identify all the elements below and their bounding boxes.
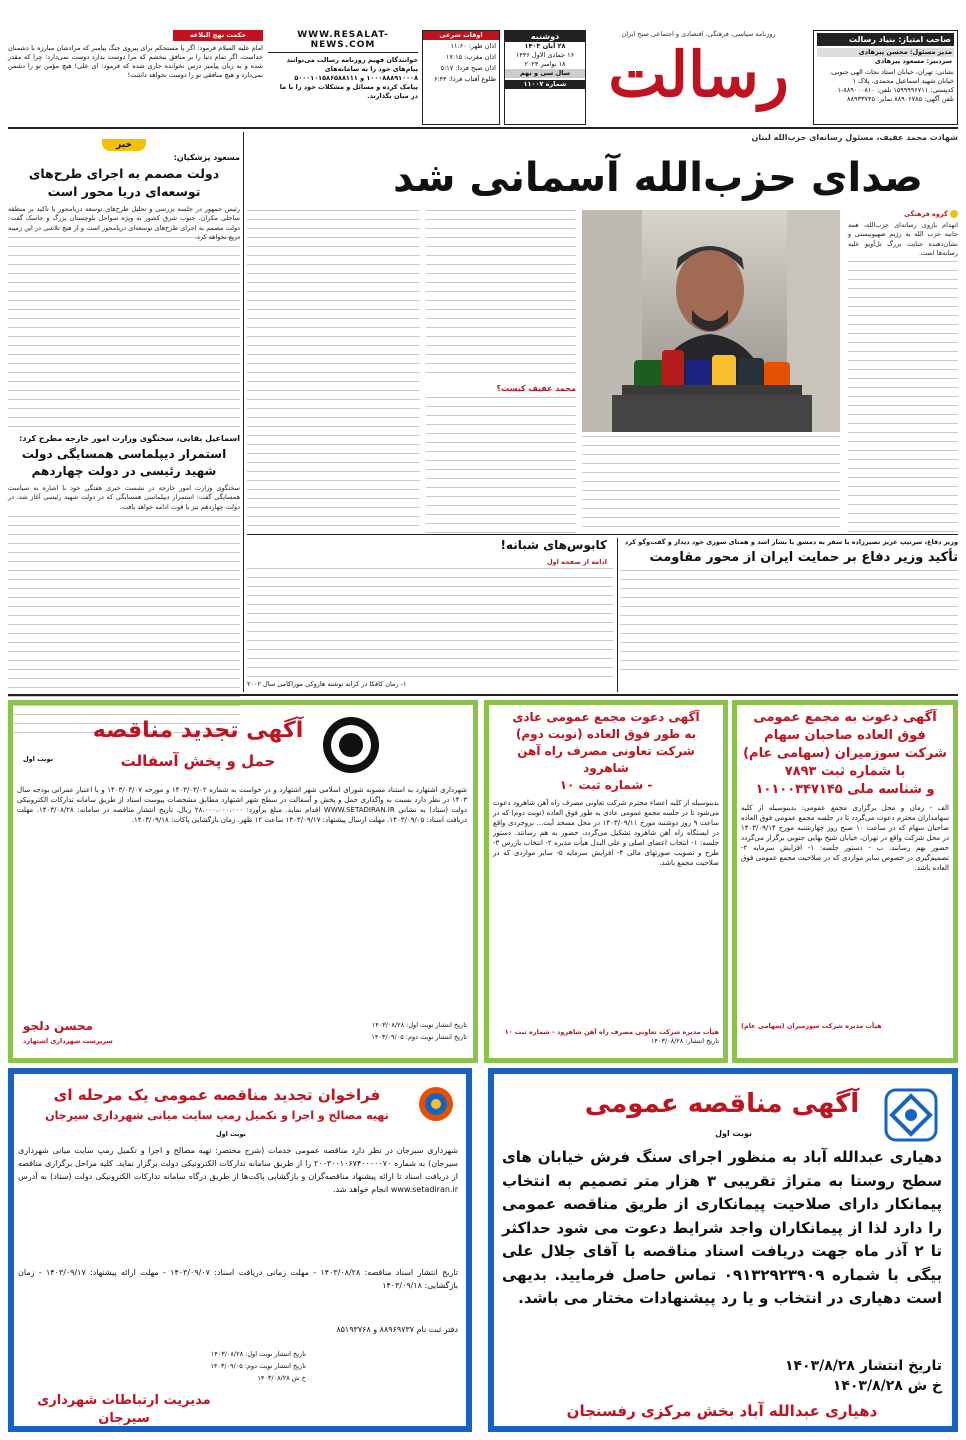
ad2-title-1: آگهی دعوت مجمع عمومی عادی xyxy=(512,710,700,724)
logo-text: رسالت xyxy=(608,38,789,111)
main-subheading: محمد عفیف کیست؟ xyxy=(496,384,576,393)
ad5-phones: دفتر ثبت نام ۸۸۹۶۹۷۳۷ و ۸۵۱۹۳۷۶۸ xyxy=(336,1325,458,1334)
khabar-headline: دولت مصمم به اجرای طرح‌های توسعه‌ای دریا محور است xyxy=(28,166,220,199)
khabar-label: خبر xyxy=(102,139,146,151)
ad4-date: تاریخ انتشار ۱۴۰۳/۸/۲۸ xyxy=(784,1358,942,1374)
section-icon xyxy=(950,210,958,218)
editor: سردبیر: مسعود پیرهادی xyxy=(874,57,952,65)
kabus-continued: ادامه از صفحه اول xyxy=(546,558,607,566)
ad5-logo xyxy=(418,1086,454,1122)
main-story xyxy=(247,132,958,532)
main-kicker: شهادت محمد عفیف، مسئول رسانه‌ای حزب‌الله لبنان xyxy=(751,133,958,142)
ad3-signer-name: محسن دلجو xyxy=(23,1019,94,1033)
main-left-column xyxy=(247,210,420,530)
ad2-date: تاریخ انتشار: ۱۴۰۳/۰۸/۲۸ xyxy=(650,1037,719,1045)
weekday: دوشنبه xyxy=(505,31,585,42)
main-headline: صدای حزب‌الله آسمانی شد xyxy=(393,155,923,201)
ad3-date-2: تاریخ انتشار نوبت دوم: ۱۴۰۳/۰۹/۰۵ xyxy=(371,1033,467,1041)
ad4-round: نوبت اول xyxy=(715,1129,752,1138)
section-label: گروه فرهنگی xyxy=(903,210,948,218)
ad1-signature: هیأت مدیره شرکت سوزمیران (سهامی عام) xyxy=(741,1022,882,1030)
khabar-body-2: سخنگوی وزارت امور خارجه در نشست خبری هفتگی خود با اشاره به سیاست همسایگی گفت: استمرار دیپلماسی همسایگی که در دولت شهید رئیسی آغاز شد، در دولت چهاردهم نیز با قوت ادامه خواهد یافت. xyxy=(8,484,240,511)
ad2-title-2: به طور فوق العاده (نوبت دوم) xyxy=(515,727,697,741)
ad2-title-4: - شماره ثبت ۱۰ xyxy=(559,778,653,792)
ad5-body: شهرداری سیرجان در نظر دارد مناقصه عمومی خدمات (شرح مختصر: تهیه مصالح و اجرا و تکمیل رمپ سایت میانی شهرداری سیرجان) به شماره ۲۰۰۳۰۰۱۰۶۷۴۰۰۰۰۰۷۰ را از طریق سامانه تدارکات الکترونیکی دولت برگزار نماید. کلیه مراحل برگزاری مناقصه از دریافت اسناد تا ارائه پیشنهاد مناقصه‌گران و بازگشایی پاکت‌ها از طریق درگاه سامانه تدارکات الکترونیکی دولت (ستاد) به آدرس www.setadiran.ir انجام خواهد شد. xyxy=(18,1146,459,1194)
ad3-body: شهرداری اشتهارد به استناد مصوبه شورای اسلامی شهر اشتهارد و در خواست به شماره ۱۴۰۳/۰۳/۰۲ و مورخه ۱۴۰۳/۰۳/۰۷ و با اعتبار عمرانی بودجه سال ۱۴۰۳ در نظر دارد نسبت به واگذاری حمل و پخش و آسفالت در سطح شهر اشتهارد مطابق مشخصات پیوست اسناد از طریق سامانه تدارکات الکترونیکی دولت (ستاد) به نشانی WWW.SETADIRAN.IR اقدام نماید. مبلغ برآورد: ۲۸،۰۰۰،۰۰۰،۰۰۰ ریال. تاریخ انتشار مناقصه در سامانه: ۱۴۰۳/۰۸/۲۸. مهلت دریافت اسناد: ۱۴۰۳/۰۹/۰۵. مهلت ارسال پیشنهاد: ۱۴۰۳/۰۹/۱۷ ساعت ۱۲ ظهر. زمان بازگشایی پاکات: ۱۴۰۳/۰۹/۱۸. xyxy=(17,786,467,824)
director: مدیر مسئول: محسن پیرهادی xyxy=(817,48,954,57)
tagline: روزنامه سیاسی، فرهنگی، اقتصادی و اجتماعی صبح ایران xyxy=(621,30,776,38)
kabus-body-lines xyxy=(247,568,613,678)
ad-sirjan xyxy=(8,1068,472,1432)
ads-phone: تلفن آگهی: ۸۸۹۰۶۷۸۵ نمابر: ۸۸۹۳۳۷۴۵ xyxy=(847,95,954,103)
press-conference-photo xyxy=(582,210,840,432)
ad3-logo xyxy=(321,715,381,775)
sms-line-5: در میان بگذارند. xyxy=(367,92,418,100)
ad4-title: آگهی مناقصه عمومی xyxy=(584,1089,860,1119)
ad5-signature: مدیریت ارتباطات شهرداری سیرجان xyxy=(37,1393,211,1426)
date-fa: ۲۸ آبان ۱۴۰۳ xyxy=(524,42,566,50)
ad1-title-3: شرکت سوزمیران (سهامی عام) xyxy=(743,746,947,761)
ad1-title-1: آگهی دعوت به مجمع عمومی xyxy=(753,710,937,725)
defense-kicker: وزیر دفاع، سرتیپ عزیز نصیرزاده با سفر به دمشق با بشار اسد و همتای سوری خود دیدار و گفت‌وگو کرد xyxy=(624,538,958,546)
license-holder: صاحب امتیاز: بنیاد رسالت xyxy=(817,33,954,46)
year-label: سال سی و نهم xyxy=(505,69,585,78)
sms-line-1: خوانندگان فهیم روزنامه رسالت می‌توانند xyxy=(286,56,418,64)
ad3-signer-title: سرپرست شهرداری اشتهارد xyxy=(23,1037,113,1045)
ad5-date-2: تاریخ انتشار نوبت دوم: ۱۴۰۳/۰۹/۰۵ xyxy=(210,1362,306,1370)
masthead xyxy=(8,30,958,127)
ad-sozmiran xyxy=(732,700,958,1063)
ad-abdollahabad xyxy=(488,1068,958,1432)
ad5-code: خ ش ۱۴۰۳/۰۸/۲۸ xyxy=(257,1374,306,1382)
address: نشانی: تهران، خیابان استاد نجات الهی جنوبی، خیابان شهید اسماعیل محمدی، پلاک ۱ xyxy=(829,68,954,85)
ad5-subtitle: تهیه مصالح و اجرا و تکمیل رمپ سایت میانی شهرداری سیرجان xyxy=(45,1109,389,1122)
sms-line-2: پیام‌های خود را به سامانه‌های xyxy=(324,65,418,73)
nahj-title: حکمت نهج البلاغه xyxy=(173,30,263,41)
khabar-byline-2: اسماعیل بقایی، سخنگوی وزارت امور خارجه مطرح کرد: xyxy=(19,434,240,443)
ad5-date-1: تاریخ انتشار نوبت اول: ۱۴۰۳/۰۸/۲۸ xyxy=(210,1350,306,1358)
main-photo xyxy=(582,210,840,432)
sms-line-4: پیامک کرده و مسائل و مشکلات خود را با ما xyxy=(279,83,418,91)
ad3-date-1: تاریخ انتشار نوبت اول: ۱۴۰۳/۰۸/۲۸ xyxy=(371,1021,467,1029)
ad5-round: نوبت اول xyxy=(215,1130,246,1138)
logo xyxy=(591,30,806,125)
ad4-signature: دهیاری عبدالله آباد بخش مرکزی رفسنجان xyxy=(566,1402,878,1420)
kabus-footnote: ۱- رمان کافکا در کرانه نوشته هاروکی موراکامی سال ۲۰۰۲ xyxy=(247,680,407,688)
publisher-info-box xyxy=(813,30,958,125)
sirjan-logo-icon xyxy=(418,1086,454,1122)
date-hijri: ۱۶ جمادی الاول ۱۴۴۶ xyxy=(515,51,575,59)
ad3-subtitle: حمل و پخش آسفالت xyxy=(120,752,276,770)
nahj-text: امام علیه السلام فرمود: اگر پا مستحکم برای پیروی جنگ پیامبر که مرادشان مبارزه با دشمنان خداست، اگر تمام دنیا را بر منافق ببخشم که مرا دوست بدارد دوست نمی‌دارد؛ چرا که مقدر شده و به زبان پیامبر درس نخوانده جاری شده که فرمود: ای علی! هیچ مؤمن تو را دشمن نمی‌دارد و هیچ منافقی تو را دوست نخواهد داشت! xyxy=(8,44,263,79)
postal-code: کدپستی: ۱۵۹۹۹۹۶۷۱۱ تلفن: ۸۸۹۰۰۰۸۱۰-۱ xyxy=(837,86,954,94)
ad2-signature: هیأت مدیره شرکت تعاونی مصرف راه آهن شاهرود - شماره ثبت ۱۰ xyxy=(504,1028,719,1036)
defense-body-lines xyxy=(620,570,958,678)
municipality-emblem-icon xyxy=(321,715,381,775)
date-box xyxy=(504,30,586,125)
main-middle-column xyxy=(426,210,576,530)
ad4-code: خ ش ۱۴۰۳/۸/۲۸ xyxy=(832,1378,942,1394)
khabar-column xyxy=(8,132,240,692)
main-right-lines xyxy=(848,261,958,533)
ad3-title: آگهی تجدید مناقصه xyxy=(92,718,304,743)
main-left-lines xyxy=(247,210,420,530)
dehyari-logo-icon xyxy=(884,1088,938,1142)
ad1-title-2: فوق العاده صاحبان سهام xyxy=(764,728,926,743)
khabar-body-1-lines xyxy=(8,237,240,427)
prayer-dhuhr: اذان ظهر: ۱۱:۶۰ xyxy=(450,42,496,50)
ad2-title-3: شرکت تعاونی مصرف راه آهن شاهرود xyxy=(517,744,695,775)
kabus-headline: کابوس‌های شبانه! xyxy=(500,538,607,552)
website-sms-box xyxy=(268,30,418,125)
ad4-logo xyxy=(884,1088,938,1142)
website-link[interactable]: WWW.RESALAT-NEWS.COM xyxy=(268,30,418,53)
nahj-box xyxy=(8,30,263,125)
ad1-title-5: و شناسه ملی ۱۰۱۰۰۳۴۷۱۴۵ xyxy=(755,782,935,797)
main-middle-lines-top xyxy=(426,210,576,380)
issue-label: شماره ۱۱۰۰۷ xyxy=(505,80,585,89)
main-lead: انهدام بازوی رسانه‌ای حزب‌الله، همه جانبه حزب الله به رژیم صهیونیستی و نشان‌دهنده جنایت بزرگ تل‌آویو علیه رسانه‌ها است. xyxy=(848,221,958,258)
prayer-title: اوقات شرعی xyxy=(423,31,499,40)
ad5-dates: تاریخ انتشار اسناد مناقصه: ۱۴۰۳/۰۸/۲۸ - مهلت زمانی دریافت اسناد: ۱۴۰۳/۰۹/۰۷ - مهلت ارائه پیشنهاد: ۱۴۰۳/۰۹/۱۷ - زمان بازگشایی: ۱۴۰۳/۰۹/۱۸ xyxy=(18,1268,458,1290)
prayer-maghrib: اذان مغرب: ۱۷:۱۵ xyxy=(445,53,496,61)
ad1-body: الف - زمان و محل برگزاری مجمع عمومی: بدینوسیله از کلیه سهامداران محترم دعوت می‌گردد تا در جلسه مجمع عمومی فوق العاده صاحبان سهام که در ساعت ۱۰ صبح روز چهارشنبه مورخ ۱۴۰۳/۰۹/۱۴ در محل شرکت واقع در تهران، خیابان شیخ بهایی جنوبی برگزار می‌گردد حضور بهم رسانند. ب - دستور جلسه: ۱- افزایش سرمایه ۲- تصمیم‌گیری در خصوص سایر مواردی که در صلاحیت مجمع عمومی فوق العاده باشد. xyxy=(741,804,950,872)
khabar-byline: مسعود پزشکیان: xyxy=(173,153,240,162)
khabar-body-1: رئیس جمهور در جلسه بررسی و تحلیل طرح‌های توسعه دریامحور با تاکید بر منطقه ساحلی مکران، جنوب شرق کشور به ویژه سواحل بلوچستان بزرگ و جاسک گفت: دولت مصمم به اجرای طرح‌های توسعه‌ای دریامحور است و از هیچ تلاشی در این زمینه دریغ نخواهد کرد. xyxy=(8,205,240,242)
ad4-body: دهیاری عبدالله آباد به منظور اجرای سنگ فرش خیابان های سطح روستا به متراژ تقریبی ۳ هزار متر تصمیم به انتخاب پیمانکار دارای صلاحیت پیمانکاری از طریق مناقصه عمومی را دارد لذا از پیمانکاران واجد شرایط دعوت می شود حداکثر تا ۲ آذر ماه جهت دریافت اسناد مناقصه با آقای جلال علی بیگی با شماره ۰۹۱۳۲۹۲۳۹۰۹ تماس حاصل فرمایید. بدیهی است دهیاری در انتخاب و یا رد پیشنهادات مختار می باشد. xyxy=(502,1148,943,1307)
ad-eshtehard xyxy=(8,700,478,1063)
main-under-photo-lines xyxy=(582,436,840,530)
date-en: ۱۸ نوامبر ۲۰۲۴ xyxy=(524,60,566,68)
khabar-headline-2: استمرار دیپلماسی همسایگی دولت شهید رئیسی در دولت چهاردهم xyxy=(21,447,227,478)
prayer-times xyxy=(422,30,500,125)
kabus-story xyxy=(247,538,613,692)
ad1-title-4: با شماره ثبت ۷۸۹۳ xyxy=(784,764,906,779)
main-right-column xyxy=(848,210,958,530)
defense-story xyxy=(620,538,958,692)
ad-shahrood xyxy=(484,700,728,1063)
sms-line-3: ۱۰۰۰۸۸۸۹۱۰۰۰۸ و ۵۰۰۰۱۰۱۵۸۶۵۸۸۱۱۱ xyxy=(294,74,418,82)
ad5-title: فراخوان تجدید مناقصه عمومی یک مرحله ای xyxy=(53,1086,381,1104)
ad3-round: نوبت اول xyxy=(23,755,54,763)
defense-headline: تأکید وزیر دفاع بر حمایت ایران از محور مقاومت xyxy=(649,550,958,565)
prayer-fajr: اذان صبح فردا: ۵:۱۷ xyxy=(440,64,496,72)
main-middle-lines-bottom xyxy=(426,397,576,537)
prayer-sunrise: طلوع آفتاب فردا: ۶:۴۴ xyxy=(434,75,496,83)
ad2-body: بدینوسیله از کلیه اعضاء محترم شرکت تعاونی مصرف راه آهن شاهرود دعوت می‌شود تا در جلسه مجمع عمومی عادی به طور فوق العاده (نوبت دوم) که در ساعت ۹ روز دوشنبه مورخ ۱۴۰۳/۰۹/۱۱ در محل مسجد آیت... بروجردی واقع در ایستگاه راه آهن شاهرود تشکیل می‌گردد، حضور به هم رسانند. دستور جلسه: ۱- انتخاب اعضای اصلی و علی البدل هیأت مدیره ۲- انتخاب بازرس ۳- طرح و تصویب صورتهای مالی ۴- افزایش سرمایه ۵- سایر مواردی که در صلاحیت مجمع باشد. xyxy=(493,799,720,867)
